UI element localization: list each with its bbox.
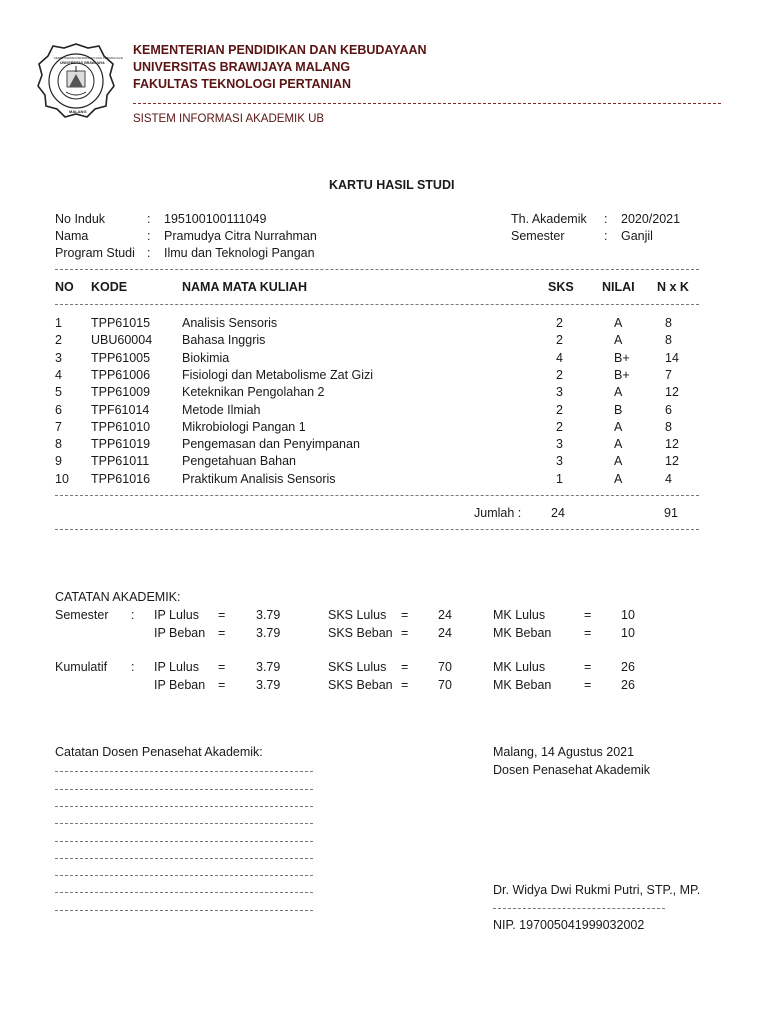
sem-sks-lulus-value: 24 [438,608,452,622]
eq: = [584,678,592,692]
table-cell-kode: TPP61006 [91,367,151,382]
advisor-nip: NIP. 197005041999032002 [493,918,645,932]
table-cell-nxk: 14 [665,350,679,365]
header-divider [133,103,721,104]
eq: = [218,626,226,640]
sem-sks-lulus-label: SKS Lulus [328,608,387,622]
jumlah-nxk: 91 [664,506,678,520]
kum-mk-beban-label: MK Beban [493,678,552,692]
place-date: Malang, 14 Agustus 2021 [493,745,635,759]
table-cell-kode: UBU60004 [91,333,153,348]
table-cell-sks: 2 [556,333,563,348]
eq: = [218,660,226,674]
logo-text-mid: UNIVERSITAS BRAWIJAYA [60,61,105,65]
table-cell-nilai: B+ [614,350,630,365]
sem-mk-lulus-label: MK Lulus [493,608,546,622]
catatan-dosen-label: Catatan Dosen Penasehat Akademik: [55,745,263,759]
header-faculty: FAKULTAS TEKNOLOGI PERTANIAN [133,77,352,91]
signature-line [493,908,665,909]
table-cell-nama: Praktikum Analisis Sensoris [182,471,336,486]
note-line [55,771,313,772]
advisor-name: Dr. Widya Dwi Rukmi Putri, STP., MP. [493,883,701,897]
kum-mk-beban-value: 26 [621,678,635,692]
table-cell-nama: Mikrobiologi Pangan 1 [182,419,306,434]
nama-value: Pramudya Citra Nurrahman [164,229,317,243]
logo-text-top: KEMENTERIAN PENDIDIKAN DAN KEBUDAYAAN [54,56,123,60]
table-cell-nilai: A [614,419,623,434]
table-cell-sks: 2 [556,367,563,382]
table-cell-no: 10 [55,471,69,486]
semester-value: Ganjil [621,229,653,243]
sem-mk-lulus-value: 10 [621,608,635,622]
prodi-label: Program Studi [55,246,135,260]
semester-label: Semester [511,229,565,243]
table-cell-sks: 2 [556,402,563,417]
table-cell-nilai: B+ [614,367,630,382]
header-ministry: KEMENTERIAN PENDIDIKAN DAN KEBUDAYAAN [133,43,427,57]
table-cell-nama: Bahasa Inggris [182,333,266,348]
kum-sks-lulus-value: 70 [438,660,452,674]
note-line [55,823,313,824]
table-cell-kode: TPP61010 [91,419,151,434]
table-cell-kode: TPP61009 [91,385,151,400]
header-university: UNIVERSITAS BRAWIJAYA MALANG [133,60,351,74]
note-line [55,841,313,842]
eq: = [584,626,592,640]
table-cell-nilai: A [614,454,623,469]
eq: = [218,678,226,692]
colon: : [604,212,608,226]
table-cell-no: 2 [55,333,62,348]
colon: : [131,660,135,674]
table-cell-nama: Keteknikan Pengolahan 2 [182,385,325,400]
kum-sks-beban-value: 70 [438,678,452,692]
table-cell-kode: TPF61014 [91,402,150,417]
kum-sks-lulus-label: SKS Lulus [328,660,387,674]
sem-sks-beban-value: 24 [438,626,452,640]
table-cell-nxk: 12 [665,437,679,452]
note-line [55,910,313,911]
kum-ip-beban-label: IP Beban [154,678,206,692]
table-cell-no: 4 [55,367,62,382]
jumlah-label: Jumlah : [474,506,522,520]
th-akademik-value: 2020/2021 [621,212,681,226]
kum-sks-beban-label: SKS Beban [328,678,393,692]
table-cell-nxk: 8 [665,419,672,434]
table-cell-nilai: A [614,437,623,452]
kum-ip-beban-value: 3.79 [256,678,281,692]
sem-sks-beban-label: SKS Beban [328,626,393,640]
colon: : [131,608,135,622]
table-cell-nama: Metode Ilmiah [182,402,261,417]
semester-stat-label: Semester [55,608,109,622]
eq: = [584,660,592,674]
no-induk-label: No Induk [55,212,106,226]
col-header-nama: NAMA MATA KULIAH [182,280,307,294]
table-top-divider [55,269,699,270]
table-cell-sks: 2 [556,316,563,330]
no-induk-value: 195100100111049 [164,212,267,226]
col-header-nxk: N x K [657,280,689,294]
table-cell-nxk: 7 [665,367,672,382]
logo-text-bottom: MALANG [69,109,87,114]
table-end-divider [55,529,699,530]
eq: = [584,608,592,622]
table-cell-kode: TPP61019 [91,437,151,452]
eq: = [401,608,409,622]
table-cell-nama: Pengemasan dan Penyimpanan [182,437,360,452]
note-line [55,875,313,876]
table-cell-sks: 4 [556,350,563,365]
colon: : [147,229,151,243]
colon: : [147,246,151,260]
table-cell-sks: 3 [556,454,563,469]
table-cell-no: 8 [55,437,62,452]
table-cell-nxk: 4 [665,471,672,486]
note-line [55,892,313,893]
advisor-role: Dosen Penasehat Akademik [493,763,651,777]
table-cell-nama: Biokimia [182,350,230,365]
kum-mk-lulus-value: 26 [621,660,635,674]
table-cell-sks: 3 [556,437,563,452]
nama-label: Nama [55,229,89,243]
sem-ip-beban-value: 3.79 [256,626,281,640]
system-name: SISTEM INFORMASI AKADEMIK UB [133,113,325,125]
catatan-title: CATATAN AKADEMIK: [55,590,181,604]
table-cell-nama: Pengetahuan Bahan [182,454,296,469]
kum-mk-lulus-label: MK Lulus [493,660,546,674]
colon: : [604,229,608,243]
note-line [55,806,313,807]
table-cell-no: 6 [55,402,62,417]
eq: = [218,608,226,622]
eq: = [401,660,409,674]
table-cell-no: 3 [55,350,62,365]
note-line [55,858,313,859]
university-logo [36,42,123,120]
col-header-no: NO [55,280,74,294]
table-header-divider [55,304,699,305]
table-cell-nilai: B [614,402,623,417]
table-cell-nxk: 6 [665,402,672,417]
table-cell-nxk: 8 [665,333,672,348]
sem-ip-beban-label: IP Beban [154,626,206,640]
sem-mk-beban-label: MK Beban [493,626,552,640]
col-header-kode: KODE [91,280,128,294]
table-cell-nxk: 12 [665,385,679,400]
page-title: KARTU HASIL STUDI [329,178,455,192]
jumlah-sks: 24 [551,506,565,520]
kum-ip-lulus-value: 3.79 [256,660,281,674]
col-header-sks: SKS [548,280,574,294]
table-cell-no: 5 [55,385,62,400]
sem-mk-beban-value: 10 [621,626,635,640]
eq: = [401,626,409,640]
table-cell-no: 1 [55,316,62,330]
table-cell-nilai: A [614,316,623,330]
sem-ip-lulus-value: 3.79 [256,608,281,622]
eq: = [401,678,409,692]
note-line [55,789,313,790]
table-cell-no: 7 [55,419,62,434]
col-header-nilai: NILAI [602,280,635,294]
kumulatif-stat-label: Kumulatif [55,660,108,674]
table-cell-kode: TPP61016 [91,471,151,486]
table-bottom-divider [55,495,699,496]
table-cell-sks: 2 [556,419,563,434]
th-akademik-label: Th. Akademik [511,212,587,226]
kum-ip-lulus-label: IP Lulus [154,660,199,674]
table-cell-nilai: A [614,471,623,486]
table-cell-nama: Fisiologi dan Metabolisme Zat Gizi [182,367,374,382]
table-cell-sks: 1 [556,471,563,486]
table-cell-nxk: 8 [665,316,672,330]
colon: : [147,212,151,226]
table-cell-nama: Analisis Sensoris [182,316,278,330]
sem-ip-lulus-label: IP Lulus [154,608,199,622]
table-cell-kode: TPP61015 [91,316,151,330]
table-cell-nxk: 12 [665,454,679,469]
table-cell-no: 9 [55,454,62,469]
table-cell-kode: TPP61011 [91,454,150,469]
table-cell-nilai: A [614,333,623,348]
table-cell-sks: 3 [556,385,563,400]
table-cell-nilai: A [614,385,623,400]
table-cell-kode: TPP61005 [91,350,151,365]
prodi-value: Ilmu dan Teknologi Pangan [164,246,315,260]
